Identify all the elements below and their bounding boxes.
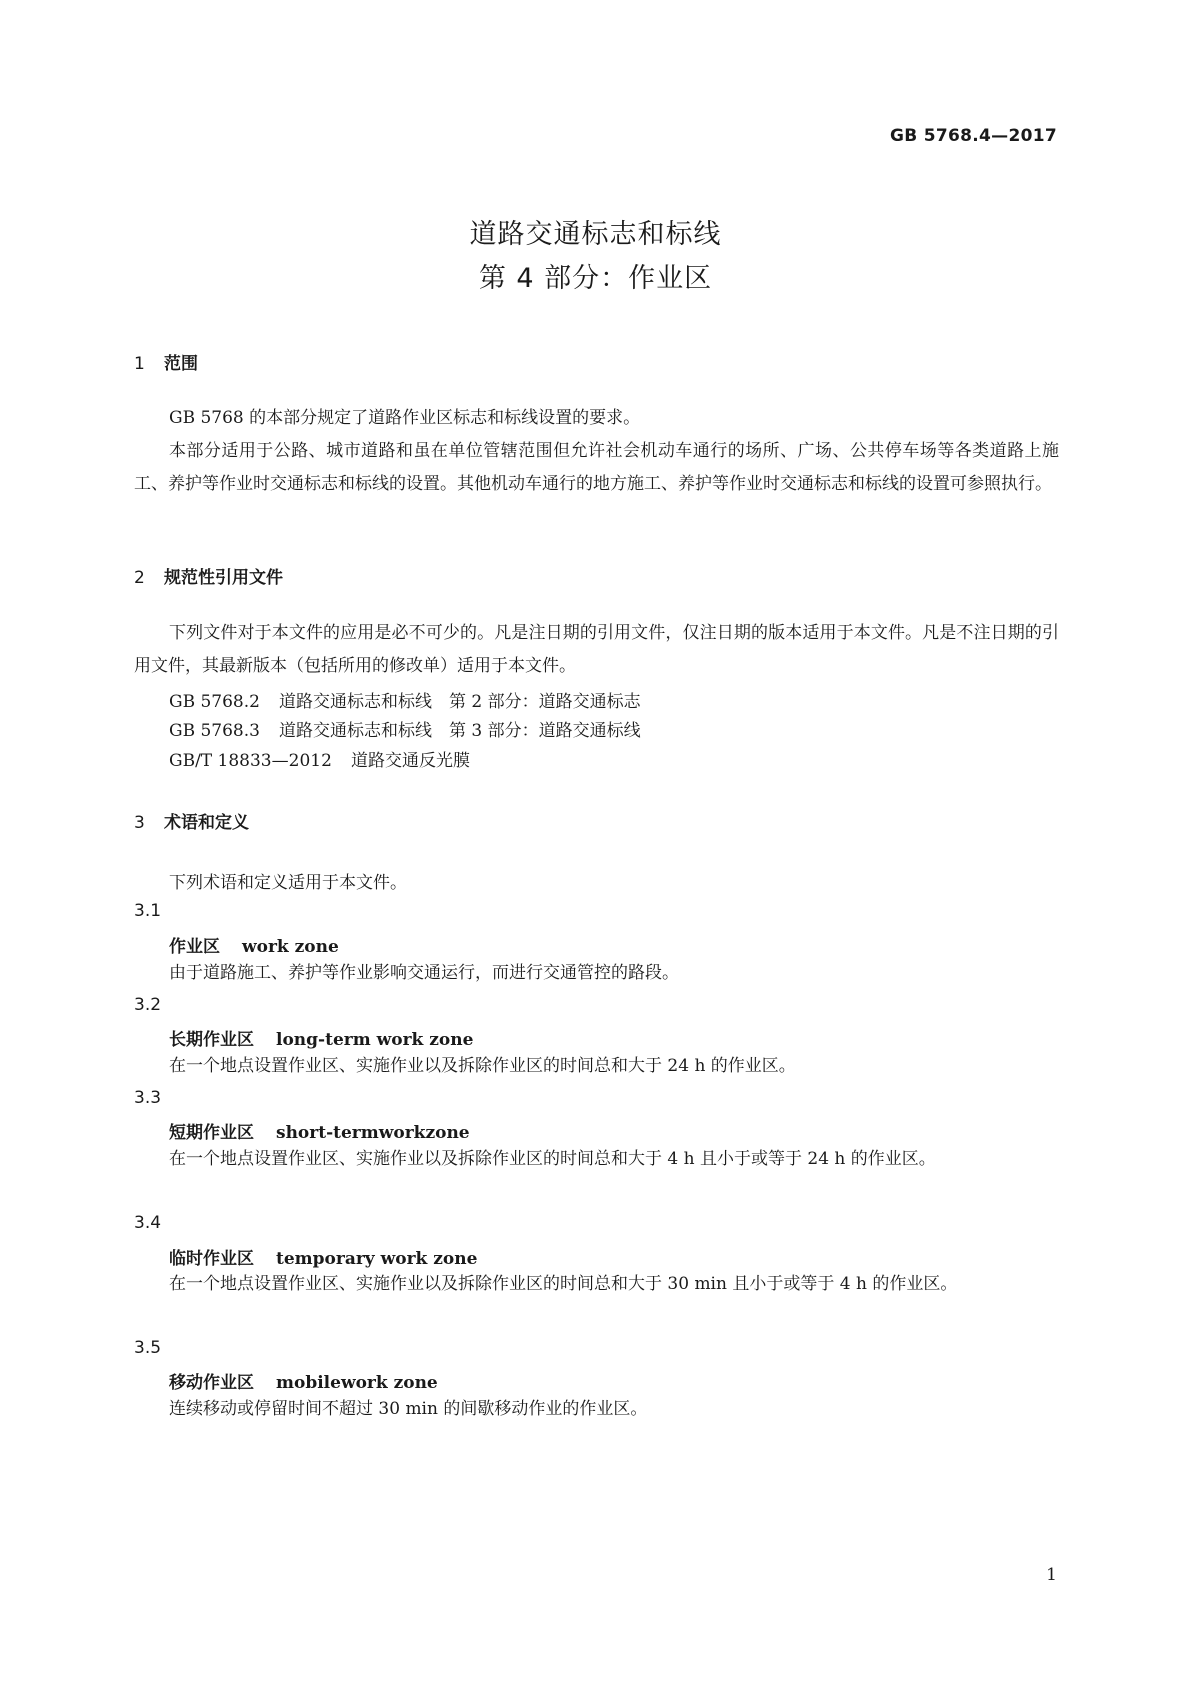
section-heading-normative-references — [134, 563, 283, 588]
section-number: 1 — [134, 354, 145, 374]
term-chinese: 临时作业区 — [169, 1249, 254, 1269]
standard-code-header: GB 5768.4—2017 — [890, 126, 1057, 146]
document-subtitle: 第 4 部分：作业区 — [478, 263, 713, 294]
terms-intro: 下列术语和定义适用于本文件。 — [169, 873, 407, 893]
term-english: mobilework zone — [276, 1373, 438, 1393]
paragraph: 本部分适用于公路、城市道路和虽在单位管辖范围但允许社会机动车通行的场所、广场、公共停车场等各类道路上施工、养护等作业时交通标志和标线的设置。其他机动车通行的地方施工、养护等作业时交通标志和标线的设置可参照执行。 — [134, 441, 1059, 494]
term-definition: 由于道路施工、养护等作业影响交通运行，而进行交通管控的路段。 — [169, 963, 679, 983]
page-number: 1 — [1046, 1565, 1057, 1585]
section-heading-terms-definitions — [134, 808, 249, 833]
term-name — [169, 1244, 477, 1269]
section-title: 术语和定义 — [164, 813, 249, 833]
section-number: 3 — [134, 813, 145, 833]
reference-title: 道路交通标志和标线 第 3 部分：道路交通标线 — [279, 721, 641, 741]
references-intro — [134, 617, 1059, 683]
reference-title: 道路交通标志和标线 第 2 部分：道路交通标志 — [279, 692, 641, 712]
reference-title: 道路交通反光膜 — [351, 751, 470, 771]
term-chinese: 作业区 — [169, 937, 220, 957]
reference-item — [169, 746, 470, 771]
term-definition: 在一个地点设置作业区、实施作业以及拆除作业区的时间总和大于 4 h 且小于或等于 24 h 的作业区。 — [169, 1149, 936, 1169]
term-name — [169, 1118, 470, 1143]
document-title: 道路交通标志和标线 — [469, 219, 722, 250]
term-number: 3.4 — [134, 1213, 162, 1233]
term-number: 3.1 — [134, 901, 162, 921]
term-chinese: 移动作业区 — [169, 1373, 254, 1393]
term-number: 3.2 — [134, 995, 162, 1015]
reference-code: GB 5768.2 — [169, 692, 260, 712]
term-english: long-term work zone — [276, 1030, 474, 1050]
term-english: work zone — [242, 937, 339, 957]
section-number: 2 — [134, 568, 145, 588]
paragraph: GB 5768 的本部分规定了道路作业区标志和标线设置的要求。 — [169, 408, 641, 428]
reference-code: GB 5768.3 — [169, 721, 260, 741]
term-name — [169, 932, 339, 957]
term-definition: 连续移动或停留时间不超过 30 min 的间歇移动作业的作业区。 — [169, 1399, 648, 1419]
reference-item — [169, 687, 641, 712]
term-number: 3.3 — [134, 1088, 162, 1108]
term-name — [169, 1368, 438, 1393]
reference-item — [169, 716, 641, 741]
section-title: 范围 — [164, 354, 198, 374]
term-english: temporary work zone — [276, 1249, 478, 1269]
term-number: 3.5 — [134, 1338, 162, 1358]
term-chinese: 短期作业区 — [169, 1123, 254, 1143]
term-name — [169, 1025, 473, 1050]
scope-body — [134, 402, 1059, 501]
reference-code: GB/T 18833—2012 — [169, 751, 332, 771]
term-chinese: 长期作业区 — [169, 1030, 254, 1050]
paragraph: 下列文件对于本文件的应用是必不可少的。凡是注日期的引用文件，仅注日期的版本适用于本文件。凡是不注日期的引用文件，其最新版本（包括所用的修改单）适用于本文件。 — [134, 623, 1059, 676]
section-heading-scope — [134, 349, 198, 374]
term-definition: 在一个地点设置作业区、实施作业以及拆除作业区的时间总和大于 24 h 的作业区。 — [169, 1056, 796, 1076]
term-definition: 在一个地点设置作业区、实施作业以及拆除作业区的时间总和大于 30 min 且小于或等于 4 h 的作业区。 — [169, 1274, 958, 1294]
term-english: short-termworkzone — [276, 1123, 470, 1143]
section-title: 规范性引用文件 — [164, 568, 283, 588]
